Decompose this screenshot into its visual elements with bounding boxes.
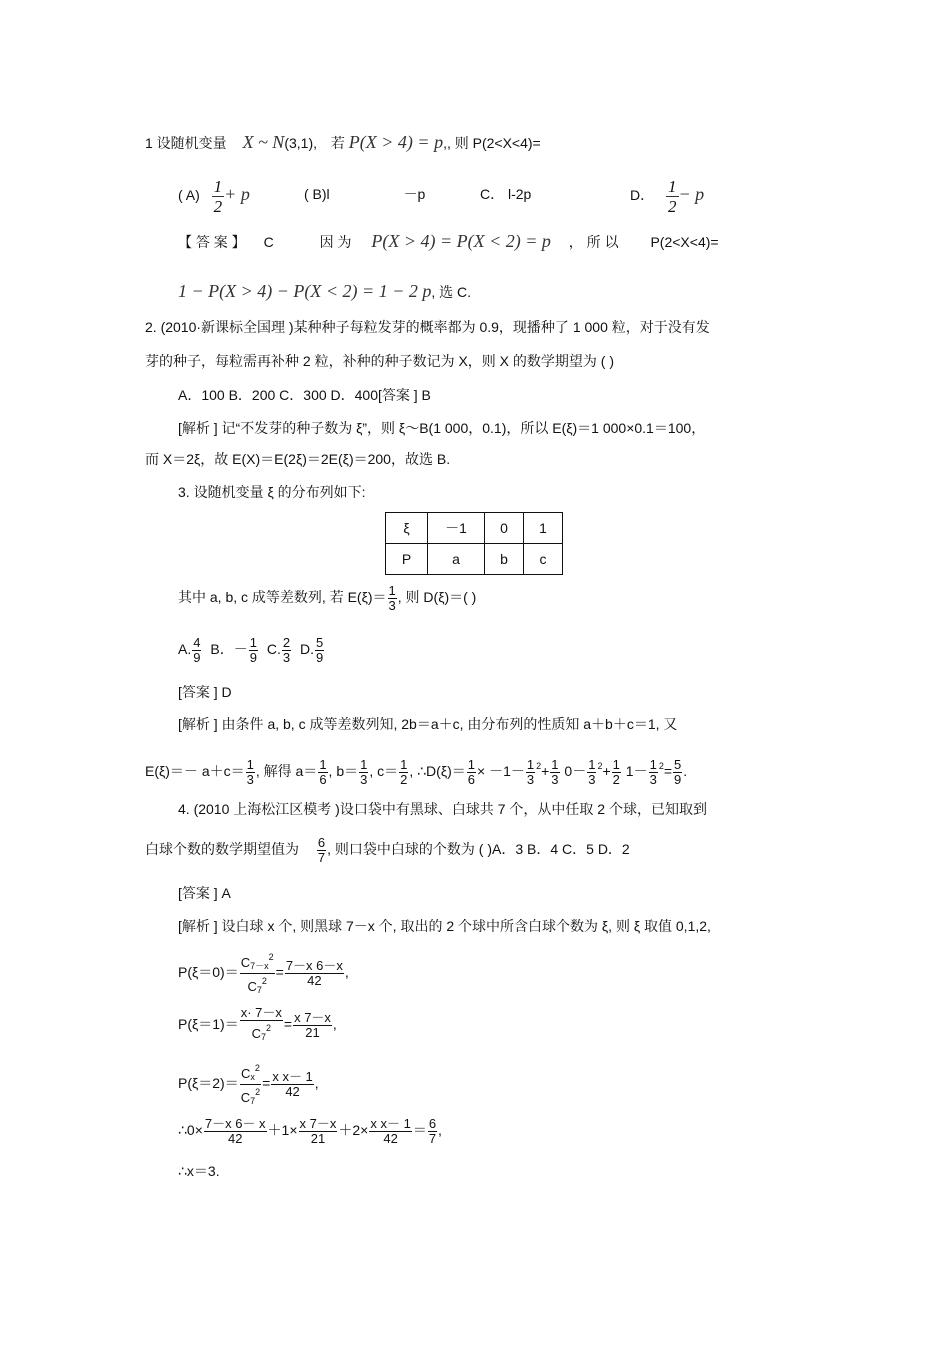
frac-num: 5	[315, 634, 324, 650]
combination-symbol: C	[247, 979, 257, 994]
text: 白球个数的数学期望值为	[145, 841, 299, 857]
q4-analysis: [解析 ] 设白球 x 个, 则黑球 7－x 个, 取出的 2 个球中所含白球个数为 ξ, 则 ξ 取值 0,1,2,	[178, 918, 711, 934]
q3-options	[178, 632, 325, 666]
q3-stem: 3. 设随机变量 ξ 的分布列如下:	[178, 484, 366, 500]
fraction	[359, 758, 368, 787]
q1-stem-b: ,, 则 P(2<X<4)=	[443, 135, 541, 151]
frac-den: 3	[649, 771, 657, 787]
q1-so-text: ， 所 以	[568, 234, 619, 250]
frac-num: 1	[649, 756, 657, 772]
text: 0－	[560, 763, 587, 779]
q3-cond-b: , 则 D(ξ)＝( )	[397, 589, 477, 605]
frac-num: 7－x 6－ x	[204, 1115, 266, 1131]
exponent: 2	[536, 761, 542, 771]
table-cell: c	[524, 544, 563, 575]
q1-line2-formula: 1 − P(X > 4) − P(X < 2) = 1 − 2 p	[178, 281, 432, 301]
frac-num: x 7－x	[299, 1115, 337, 1131]
frac-den: 9	[674, 771, 682, 787]
frac-num: 7－x 6－x	[285, 958, 343, 973]
frac-num: x x－ 1	[370, 1115, 411, 1131]
frac-den: 2	[400, 771, 408, 787]
frac-num: 1	[360, 756, 368, 772]
q3-cond-a: 其中 a, b, c 成等差数列, 若 E(ξ)＝	[178, 589, 387, 605]
table-cell: 1	[524, 513, 563, 544]
frac-den: 6	[467, 771, 475, 787]
frac-den	[240, 974, 275, 997]
fraction	[285, 959, 344, 988]
table-cell: 0	[485, 513, 524, 544]
superscript: 2	[261, 976, 267, 986]
q4-stem-line1: 4. (2010 上海松江区模考 )设口袋中有黑球、白球共 7 个，从中任取 2 个球，已知取到	[178, 801, 707, 817]
subscript: x	[250, 1072, 255, 1082]
frac-num: 1	[551, 756, 559, 772]
q1-option-d-label: D．	[630, 187, 655, 203]
text: ＋1×	[267, 1122, 298, 1138]
q1-stem	[145, 133, 541, 152]
fraction	[293, 1011, 332, 1040]
fraction	[587, 758, 596, 787]
text: , 则口袋中白球的个数为 ( )A．3 B．4 C．5 D．2	[327, 841, 630, 857]
fraction	[315, 636, 324, 665]
fraction	[388, 584, 397, 613]
subscript: 7－x	[250, 961, 269, 971]
q4-answer: [答案 ] A	[178, 885, 231, 901]
q1-answer-value: C	[263, 234, 274, 250]
fraction	[240, 950, 275, 997]
frac-den: 9	[193, 649, 201, 665]
q1-stem-a: 1 设随机变量	[145, 135, 227, 151]
frac-den: 2	[213, 196, 223, 216]
frac-den	[240, 1021, 283, 1044]
text: ∴0×	[178, 1122, 203, 1138]
distribution-table	[385, 512, 563, 575]
fraction	[317, 836, 326, 865]
frac-num	[240, 950, 275, 974]
table-cell: a	[428, 544, 485, 575]
q3-option-b: B．－	[210, 641, 248, 657]
text: =	[283, 1016, 293, 1032]
fraction	[526, 758, 535, 787]
frac-den: 42	[285, 1084, 300, 1099]
frac-den: 3	[551, 771, 559, 787]
text: =	[262, 1075, 271, 1092]
q1-answer-line	[178, 232, 719, 251]
text: , b＝	[328, 763, 359, 779]
fraction	[204, 1117, 267, 1146]
q3-option-d: D.	[299, 641, 314, 657]
fraction	[428, 1117, 437, 1146]
frac-den: 3	[526, 771, 535, 787]
frac-num: 6	[317, 834, 326, 850]
frac-den: 9	[315, 649, 324, 665]
frac-num: 1	[467, 756, 475, 772]
text: × －1－	[477, 763, 525, 779]
q2-options: A．100 B．200 C．300 D．400[答案 ] B	[178, 387, 431, 403]
table-cell: －1	[428, 513, 485, 544]
q3-condition	[178, 580, 476, 614]
subscript: 7	[256, 985, 262, 995]
frac-num: 1	[588, 756, 596, 772]
q1-so-tail: P(2<X<4)=	[650, 234, 719, 250]
q4-sum-line	[178, 1112, 442, 1148]
fraction	[299, 1117, 338, 1146]
q1-option-b	[304, 185, 425, 203]
frac-num: 4	[193, 634, 201, 650]
q2-analysis-line2: 而 X＝2ξ，故 E(X)＝E(2ξ)＝2E(ξ)＝200，故选 B.	[145, 451, 451, 467]
q4-stem-line2	[145, 831, 630, 867]
text: =	[663, 763, 673, 779]
fraction	[318, 758, 327, 787]
fraction	[550, 758, 559, 787]
q1-params: (3,1),	[284, 135, 318, 151]
fraction	[240, 1006, 283, 1044]
fraction	[399, 758, 408, 787]
frac-den: 2	[612, 771, 620, 787]
superscript: 2	[254, 1063, 260, 1073]
text: P(ξ＝1)＝	[178, 1016, 239, 1032]
text: P(ξ＝0)＝	[178, 964, 239, 981]
text: .	[683, 763, 688, 779]
subscript: 7	[260, 1032, 266, 1043]
frac-num: x 7－x	[294, 1009, 331, 1025]
table-cell: ξ	[386, 513, 428, 544]
superscript: 2	[255, 1087, 261, 1097]
frac-num: 1	[612, 756, 620, 772]
frac-den: 42	[227, 1130, 243, 1146]
frac-den: 3	[246, 771, 254, 787]
text: , c＝	[369, 763, 399, 779]
text: P(ξ＝2)＝	[178, 1075, 239, 1092]
combination-symbol: C	[240, 1090, 251, 1105]
combination-symbol: C	[251, 1026, 261, 1042]
q2-stem-line1: 2. (2010·新课标全国理 )某种种子每粒发芽的概率都为 0.9，现播种了 1 000 粒，对于没有发	[145, 319, 710, 335]
fraction	[612, 758, 621, 787]
q1-option-d	[630, 174, 704, 216]
fraction	[673, 758, 682, 787]
frac-num: 5	[674, 756, 682, 772]
text: E(ξ)＝－ a＋c＝	[145, 763, 245, 779]
fraction	[249, 636, 258, 665]
q1-formula-cond: P(X > 4) = p	[348, 132, 444, 152]
combination-symbol: C	[240, 1066, 251, 1081]
fraction	[649, 758, 658, 787]
q3-option-c: C.	[266, 641, 281, 657]
q1-option-a-label: ( A)	[178, 187, 200, 203]
q1-formula-dist: X ~ N	[242, 132, 285, 152]
frac-num: x x－ 1	[272, 1069, 313, 1084]
q1-option-b-tail: －p	[403, 186, 426, 202]
frac-den: 9	[249, 649, 257, 665]
text: ,	[344, 964, 349, 981]
q4-p1-line	[178, 1006, 337, 1044]
frac-num	[240, 1061, 261, 1085]
q1-because-formula: P(X > 4) = P(X < 2) = p	[371, 231, 551, 251]
q3-answer: [答案 ] D	[178, 684, 232, 700]
frac-num: 1	[249, 634, 257, 650]
frac-num: 2	[282, 634, 291, 650]
q1-option-a	[178, 174, 250, 216]
frac-num: 1	[400, 756, 408, 772]
text: ,	[332, 1016, 337, 1032]
q1-answer-line2	[178, 282, 471, 301]
superscript: 2	[268, 952, 274, 962]
q1-option-c: C． l-2p	[480, 186, 532, 202]
fraction	[282, 636, 291, 665]
table-row	[386, 544, 563, 575]
q4-conclusion: ∴x＝3.	[178, 1163, 220, 1179]
fraction	[240, 1061, 261, 1108]
frac-den: 42	[307, 973, 322, 988]
combination-symbol: C	[240, 955, 251, 970]
q1-option-b-label: ( B)l	[304, 186, 330, 202]
q4-p2-line	[178, 1061, 319, 1108]
frac-den: 21	[305, 1024, 320, 1040]
q3-option-a: A.	[178, 641, 192, 657]
frac-den: 21	[310, 1130, 326, 1146]
text: , ∴D(ξ)＝	[409, 763, 466, 779]
text: 1－	[621, 763, 648, 779]
exponent: 2	[597, 761, 603, 771]
table-row	[386, 513, 563, 544]
q3-analysis-line2	[145, 748, 687, 789]
fraction	[246, 758, 255, 787]
fraction	[467, 758, 476, 787]
frac-den: 3	[282, 649, 291, 665]
frac-den: 3	[360, 771, 368, 787]
q1-option-a-frac	[212, 177, 225, 216]
q1-option-d-tail: − p	[678, 184, 705, 204]
fraction	[369, 1117, 411, 1146]
q3-analysis-line1: [解析 ] 由条件 a, b, c 成等差数列知, 2b＝a＋c, 由分布列的性质知 a＋b＋c＝1, 又	[178, 716, 678, 732]
q2-analysis-line1: [解析 ] 记“不发芽的种子数为 ξ”，则 ξ～B(1 000，0.1)，所以 E(ξ)＝1 000×0.1＝100，	[178, 420, 706, 436]
frac-den: 2	[668, 196, 677, 216]
text: ＋2×	[338, 1122, 369, 1138]
q1-option-a-tail: + p	[224, 184, 250, 204]
text: ＝	[412, 1122, 427, 1138]
exponent: 2	[658, 761, 664, 771]
q1-line2-tail: , 选 C.	[431, 284, 472, 300]
q1-because: 因 为	[319, 234, 352, 250]
frac-num: 6	[428, 1115, 437, 1131]
frac-num: 1	[319, 756, 327, 772]
fraction	[271, 1070, 313, 1099]
q2-stem-line2: 芽的种子，每粒需再补种 2 粒，补种的种子数记为 X，则 X 的数学期望为 ( )	[145, 353, 615, 369]
q1-if: 若	[330, 135, 345, 151]
frac-den: 7	[317, 849, 326, 865]
text: +	[602, 763, 611, 779]
text: , 解得 a＝	[255, 763, 318, 779]
q1-option-d-frac	[666, 177, 679, 216]
fraction	[192, 636, 201, 665]
text: ,	[438, 1122, 442, 1138]
frac-num: 1	[246, 756, 254, 772]
frac-num: 1	[213, 176, 223, 196]
q4-p0-line	[178, 950, 349, 997]
table-cell: P	[386, 544, 428, 575]
frac-num: 1	[388, 582, 396, 598]
frac-den: 7	[428, 1130, 437, 1146]
frac-num: x· 7－x	[240, 1005, 282, 1021]
frac-den	[240, 1085, 261, 1108]
frac-den: 42	[383, 1130, 398, 1146]
frac-num: 1	[526, 756, 535, 772]
text: =	[275, 964, 284, 981]
subscript: 7	[250, 1096, 256, 1106]
q1-answer-label: 【 答 案 】	[178, 234, 246, 250]
frac-den: 3	[588, 771, 596, 787]
frac-den: 6	[319, 771, 327, 787]
frac-num: 1	[668, 176, 677, 196]
superscript: 2	[266, 1023, 272, 1034]
table-cell: b	[485, 544, 524, 575]
frac-den: 3	[388, 597, 396, 613]
text: +	[541, 763, 550, 779]
text: ,	[314, 1075, 319, 1092]
